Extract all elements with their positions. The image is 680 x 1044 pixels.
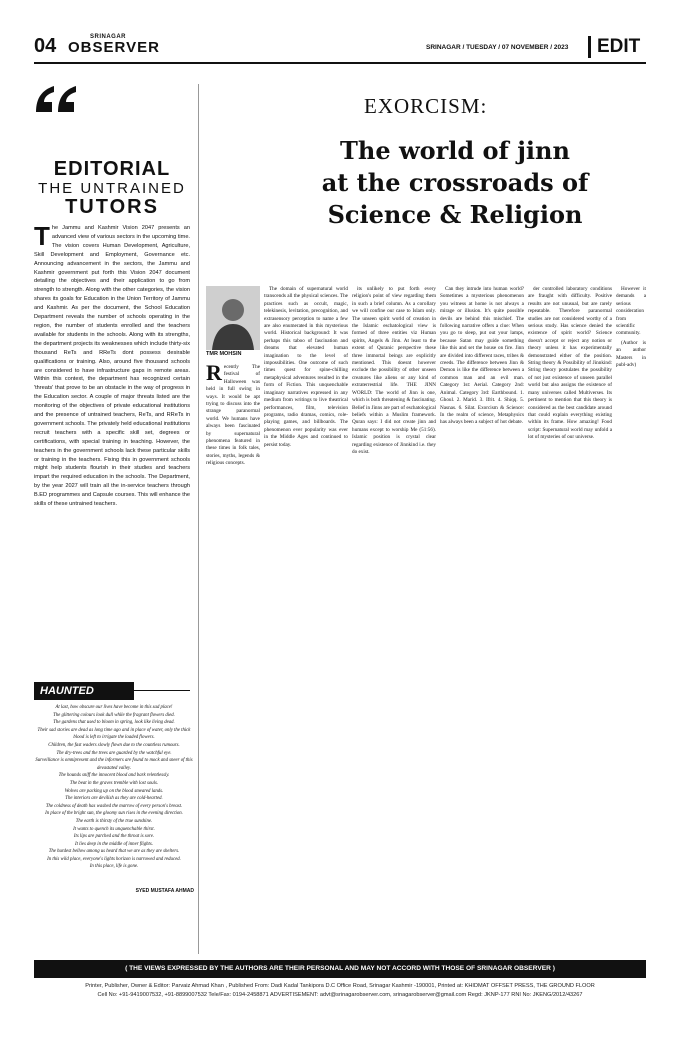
poem-line: Wolves are packing up on the blood smeared lands.	[64, 788, 164, 794]
column-text: its unlikely to put forth every religion's point of view regarding them in such a brief column. As a corollary we will confine our case to Islam only. The unseen spirit world of creation in the Islamic eschatological view is formed of three entities viz Human spirits, Angels & Jinn. At least to the extent of Quranic perspective these three immortal beings are explicitly mentioned. This doesnt however exclude the possibility of other unseen creatures like aliens or any kind of extraterrestrial life. THE JINN WORLD: The world of Jinn is one, which is both threatening & fascinating. Belief in Jinns are part of eschatological beliefs within a Muslim framework. Quran says: I did not create jinn and humans except to worship Me (51:56). Islamic position is crystal clear regarding existence of Jinnkind i.e. they do exist.	[352, 286, 436, 455]
masthead-rule	[34, 62, 646, 64]
editorial-label: EDITORIAL	[53, 158, 171, 180]
poem-line: At last, how obscure our lives have become in this sad place!	[55, 705, 173, 710]
column-text: The domain of supernatural world transcends all the physical sciences. The practices such as occult, magic, telekinesis, levitation, precognition, and extrasensory perception to name a few are also enumerated in this mysterious world. Historical background: It was perhaps this taboo of fascination and dreams that elevated human imagination to the level of impossibilities. One outcome of such times quest for spine-chilling metaphysical adventures resulted in the form of Fiction. This unquenchable imaginary narratives expressed in any medium from writings to live theatrical performances, film, television programs, radio dramas, comics, role-playing games, and billboards. The phenomenon ever popularity was ever in the Middle Ages and continued to persist today.	[264, 286, 348, 448]
poem-line: The gardens that used to bloom in spring, look like living dead.	[53, 720, 175, 726]
byline: TMR MOHSIN	[206, 351, 242, 357]
article-column-5	[528, 286, 612, 954]
masthead	[0, 0, 680, 66]
brand-big: OBSERVER	[68, 39, 160, 56]
poem	[34, 704, 194, 871]
column-text: However it demands a serious consideration from scientific community.	[616, 286, 646, 337]
poem-line: The beat in the graves tremble with lost souls.	[69, 780, 159, 786]
haunted-rule	[134, 690, 190, 691]
column-text: ecently The festival of Halloween was held in full swing in ways. It would be apt trying to discuss into the strange paranormal world. We humans have always been fascinated by supernatural phenomena featured in these times in folk tales, stories, myths, legends & religious concepts.	[206, 364, 260, 467]
poem-line: The interiors are devilish as they are cold-hearted.	[65, 796, 163, 802]
section-label: EDIT	[597, 36, 641, 57]
article-kicker: EXORCISM:	[364, 94, 488, 118]
article-column-6	[616, 286, 646, 954]
author-photo	[206, 286, 260, 350]
poem-line: It wants to quench its unquenchable thirst.	[73, 826, 155, 832]
brand-logo	[68, 34, 160, 55]
column-text: Can they intrude into human world? Sometimes a mysterious phenomenon you witness at home is not always a mirage or illusion. It's quite possible devils are behind this mischief. The following narrative offers a clue: When you go to sleep, put out your lamps, because Satan may guide something like this and set the house on fire. Jinn are divided into different races, tribes & creeds. The difference between Jinn & Demon is like the difference between a common man and an evil man. Category 1st: Aerial. Category 2nd: Animal. Category 3rd: Earthbound. 1. Ghoul. 2. Marid. 3. Ifrit. 4. Shiqq. 5. Nasnas. 6. Silat. Exorcism & Science: In the realm of science, Metaphysics has always been a subject of hot debate.	[440, 286, 524, 426]
poem-line: The coldness of death has washed the marrow of every person's breast.	[45, 803, 183, 809]
article-column-1	[206, 364, 260, 954]
imprint-line: Cell No: +91-9419007532, +91-8899007532 Tele/Fax: 0194-2458871 ADVERTISEMENT: advt@srinagarobserver.com, srinagarobserver@gmail.com Regd: JKNP-177 RNI No: JKENG/2012/43267	[97, 992, 583, 998]
article-dropcap: R	[206, 364, 222, 385]
article-column-3	[352, 286, 436, 954]
disclaimer-bar: ( THE VIEWS EXPRESSED BY THE AUTHORS ARE THEIR PERSONAL AND MAY NOT ACCORD WITH THOSE OF SRINAGAR OBSERVER )	[34, 960, 646, 978]
poem-line: The hurdest bellow among us heard that we are as they are shelters.	[48, 849, 180, 855]
poem-line: The glittering colours look dull while the fragrant flowers died.	[53, 712, 175, 718]
imprint-line: Printer, Publisher, Owner & Editor: Parvaiz Ahmad Khan , Published From: Dadi Kadal Tankipora D.C Office Road, Srinagar Kashmir -190001, Printed at: KHIDMAT OFFSET PRESS, THE GROUND FLOOR	[85, 983, 595, 989]
poem-line: It lies deep in the middle of inner flights.	[75, 841, 153, 847]
poem-line: The dry-trees and the trees are guarded by the watchful eye.	[56, 750, 172, 756]
poem-line: Surveillance is omnipresent and the informers are found to mock and sneer of this devastated valley.	[35, 758, 193, 771]
poem-line: In this wild place, everyone's lights horizon is narrowed and reduced.	[47, 856, 181, 862]
editorial-body	[34, 221, 190, 509]
end-note: (Author is an author Masters in publ-adv)	[616, 339, 646, 369]
brand-small: SRINAGAR	[90, 34, 127, 40]
page-number: 04	[34, 35, 57, 57]
article-column-2	[264, 286, 348, 954]
poem-line: Their sad stories are dead as long time ago and in place of water, only the thick blood is left to irrigate the loaded flowers.	[37, 727, 191, 741]
column-divider	[198, 84, 199, 954]
headline-line: Science & Religion	[327, 200, 583, 229]
headline-line: at the crossroads of	[321, 168, 589, 197]
article-column-4	[440, 286, 524, 954]
article-headline	[230, 135, 680, 231]
quote-icon	[34, 84, 80, 114]
poem-line: Children, the fast waders slowly flown due to the countless rumours.	[48, 742, 180, 748]
editorial-dropcap: T	[34, 221, 50, 251]
headline-line: The world of jinn	[340, 136, 570, 165]
editorial-title: TUTORS	[65, 196, 159, 218]
dateline: SRINAGAR / TUESDAY / 07 NOVEMBER / 2023	[426, 44, 569, 51]
haunted-place-label: HAUNTED PLACE	[34, 682, 134, 700]
column-text: der controlled laboratory conditions are fraught with difficulty. Positive results are not unusual, but are rarely repeatable. Therefore paranormal studies are not considered worthy of a serious study. Has science denied the existence of spirit world? Science doesn't accept or reject any notion or theory unless it has experimentally demonstrated either of the position. String theory & Possibility of Jinnkind: String theory postulates the possibility of not just existence of unseen parallel world but also assigns the existence of many universes called Multiverses. Its pertinent to mention that this theory is considered as the best candidate around that could explain everything existing within its frame. How amazing! Food script: Supernatural world may unfold a lot of mysteries of our universe.	[528, 286, 612, 441]
section-bar	[588, 36, 591, 58]
poem-line: Its lips are parched and the throat is sore.	[73, 834, 155, 840]
poem-line: In this place, life is gone.	[89, 864, 139, 870]
poem-line: In place of the bright sun, the gloomy sun rises in the evening direction.	[45, 811, 183, 817]
editorial-subtitle: THE UNTRAINED	[38, 180, 186, 197]
poem-author: SYED MUSTAFA AHMAD	[135, 888, 194, 894]
imprint	[34, 982, 646, 1000]
editorial-paragraph: he Jammu and Kashmir Vision 2047 presents an advanced view of various sectors in the upcoming time. The vision covers Human Development, Agriculture, Skill Development and Employment, Governance etc. Announcing advancement in the sectors, the Jammu and Kashmir government put forth this Vision 2047 document detailing the objectives and their application to go from strength to strength. Along with the other categories, the vision shares its goals for Education in the Union Territory of Jammu and Kashmir. As per the document, the School Education Department reveals the number of schools operating in the region, the number of students enrolled and the teachers available for students in the schools. Along with its strengths, the department projects its weaknesses which include thirty-six thousand ReTs and RReTs dont possess desirable qualifications or training. Also, around five thousand schools are considered to have infrastructure gaps in remote areas. Within this context, the department has recognized certain 'threats' that prove to be an obstacle in the way of progress in the Education sector. A couple of major threats listed are the monitoring of the objectives of private educational institutions and the presence of untrained teachers, ReTs, and RReTs in government schools. The privately held educational institutions recruit teachers with a specific skill set, degrees or certifications, with special training in teaching. However, the teachers in the government schools lack these particular skills or training in the teachers. Fixing this in government schools might help students flourish in their studies and teachers impart the required education in the schools. The Department, by the year 2027 will train all the in-service teachers through B.ED programmes and Capsule courses. This will enhance the skills of these untrained teachers.	[34, 225, 190, 508]
poem-line: The earth is thirsty of the true sunshine.	[75, 818, 153, 824]
poem-line: The hounds sniff the innocent blood and bark relentlessly.	[58, 773, 170, 779]
